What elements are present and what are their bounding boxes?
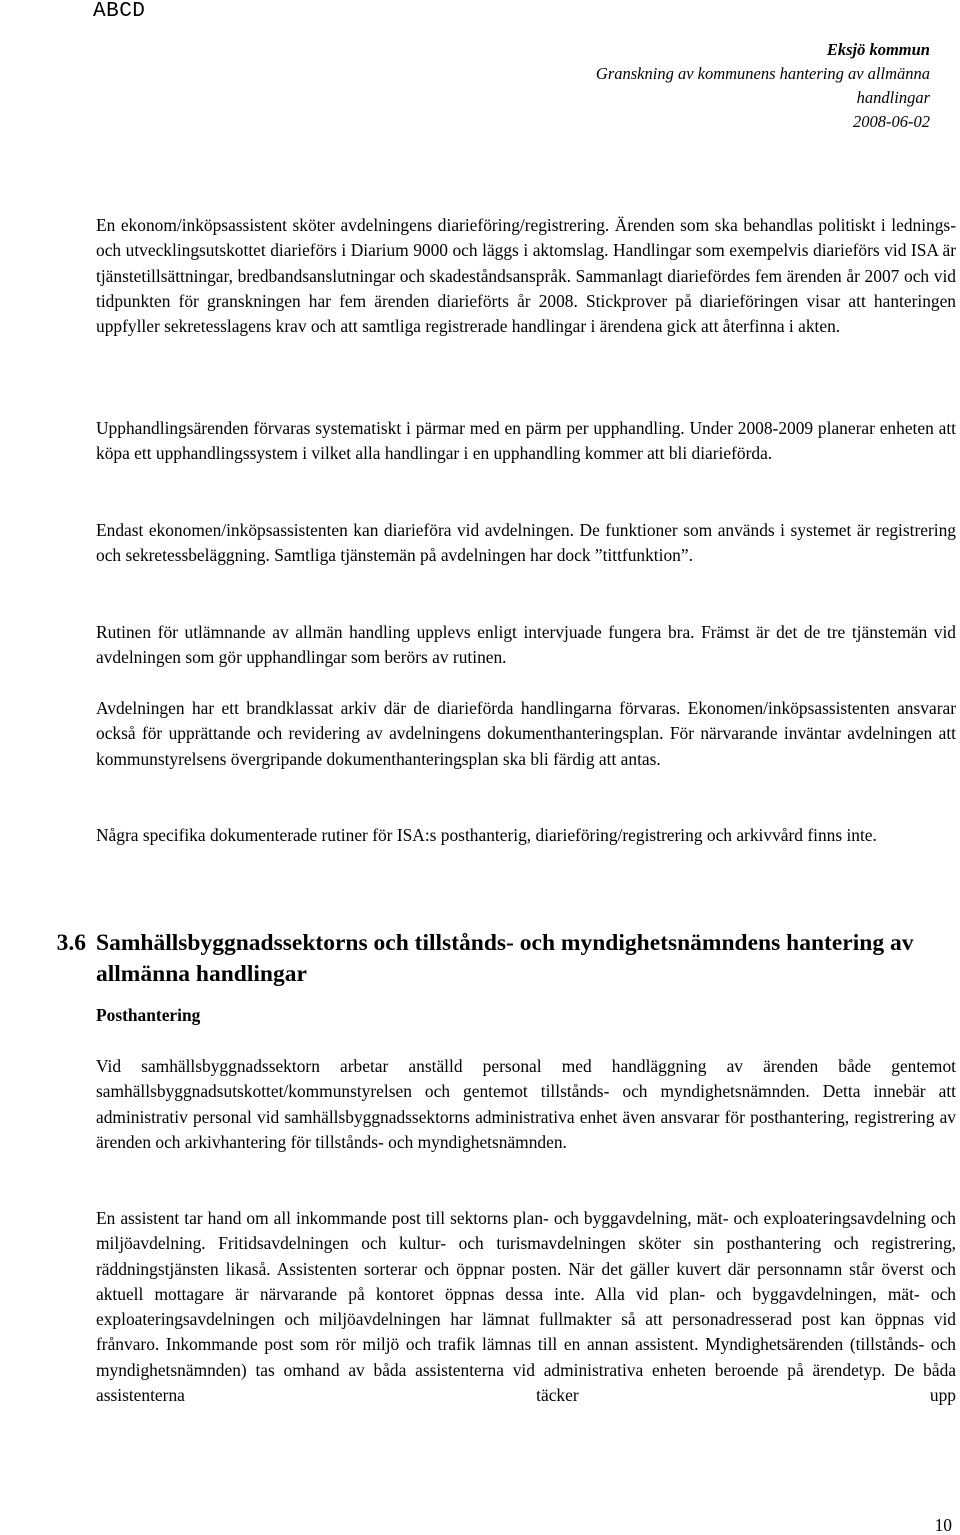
paragraph-upphandling: Upphandlingsärenden förvaras systematiskt i pärmar med en pärm per upphandling. Under 2008-2009 planerar enheten att köpa ett upphandlingssystem i vilket alla handlingar i en upphandling kommer att bli diarieförda.: [96, 418, 956, 464]
paragraph-samhallsbyggnad: Vid samhällsbyggnadssektorn arbetar anställd personal med handläggning av ärenden både gentemot samhällsbyggnadsutskottet/kommunstyrelsen och gentemot tillstånds- och myndighetsnämnden. Detta innebär att administrativ personal vid samhällsbyggnadssektorns administrativa enhet även ansvarar för posthantering, registrering av ärenden och arkivhantering för tillstånds- och myndighetsnämnden.: [96, 1056, 956, 1152]
paragraph-diarieforing-access: Endast ekonomen/inköpsassistenten kan diarieföra vid avdelningen. De funktioner som används i systemet är registrering och sekretessbeläggning. Samtliga tjänstemän på avdelningen har dock ”tittfunktion”.: [96, 520, 956, 566]
watermark: ABCD: [93, 0, 146, 23]
header-organization: Eksjö kommun: [826, 40, 930, 59]
header-date: 2008-06-02: [853, 112, 930, 131]
paragraph-utlamnande: Rutinen för utlämnande av allmän handling upplevs enligt intervjuade fungera bra. Främst är det de tre tjänstemän vid avdelningen som gör upphandlingar som berörs av rutinen.: [96, 622, 956, 668]
page-number: 10: [934, 1515, 952, 1535]
paragraph-diarieforing: En ekonom/inköpsassistent sköter avdelningens diarieföring/registrering. Ärenden som ska behandlas politiskt i lednings- och utvecklingsutskottet diarieförs i Diarium 9000 och läggs i aktomslag. Handlingar som exempelvis diarieförs vid ISA är tjänstetillsättningar, bredbandsanslutningar och skadeståndsanspråk. Sammanlagt diariefördes fem ärenden år 2007 och vid tidpunkten för granskningen har fem ärenden diarieförts år 2008. Stickprover på diarieföringen visar att hanteringen uppfyller sekretesslagens krav och att samtliga registrerade handlingar i ärendena gick att återfinna i akten.: [96, 215, 956, 337]
section-title: Samhällsbyggnadssektorns och tillstånds- och myndighetsnämndens hantering av allmänna handlingar: [96, 930, 914, 987]
paragraph-rutiner: Några specifika dokumenterade rutiner för ISA:s posthanterig, diarieföring/registrering och arkivvård finns inte.: [96, 825, 877, 845]
paragraph-arkiv: Avdelningen har ett brandklassat arkiv där de diarieförda handlingarna förvaras. Ekonomen/inköpsassistenten ansvarar också för upprättande och revidering av avdelningens dokumenthanteringsplan. För närvarande inväntar avdelningen att kommunstyrelsens övergripande dokumenthanteringsplan ska bli färdig att antas.: [96, 698, 956, 769]
header-title-line1: Granskning av kommunens hantering av allmänna: [595, 64, 930, 83]
section-number: 3.6: [56, 930, 86, 956]
paragraph-assistent: En assistent tar hand om all inkommande post till sektorns plan- och byggavdelning, mät- och exploateringsavdelning och miljöavdelning. Fritidsavdelningen och kultur- och turismavdelningen sköter sin posthantering och registrering, räddningstjänsten likaså. Assistenten sorterar och öppnar posten. När det gäller kuvert där personnamn står överst och aktuell mottagare är närvarande på kontoret öppnas dessa inte. Alla vid plan- och byggavdelningen, mät- och exploateringsavdelningen och miljöavdelningen har lämnat fullmakter så att personadresserad post kan öppnas vid frånvaro. Inkommande post som rör miljö och trafik lämnas till en annan assistent. Myndighetsärenden (tillstånds- och myndighetsnämnden) tas omhand av båda assistenterna vid administrativa enheten beroende på ärendetyp. De båda assistenterna täcker upp: [96, 1208, 956, 1406]
page-header: [596, 38, 930, 134]
header-title-line2: handlingar: [856, 88, 930, 107]
subheading-posthantering: Posthantering: [96, 1005, 201, 1025]
